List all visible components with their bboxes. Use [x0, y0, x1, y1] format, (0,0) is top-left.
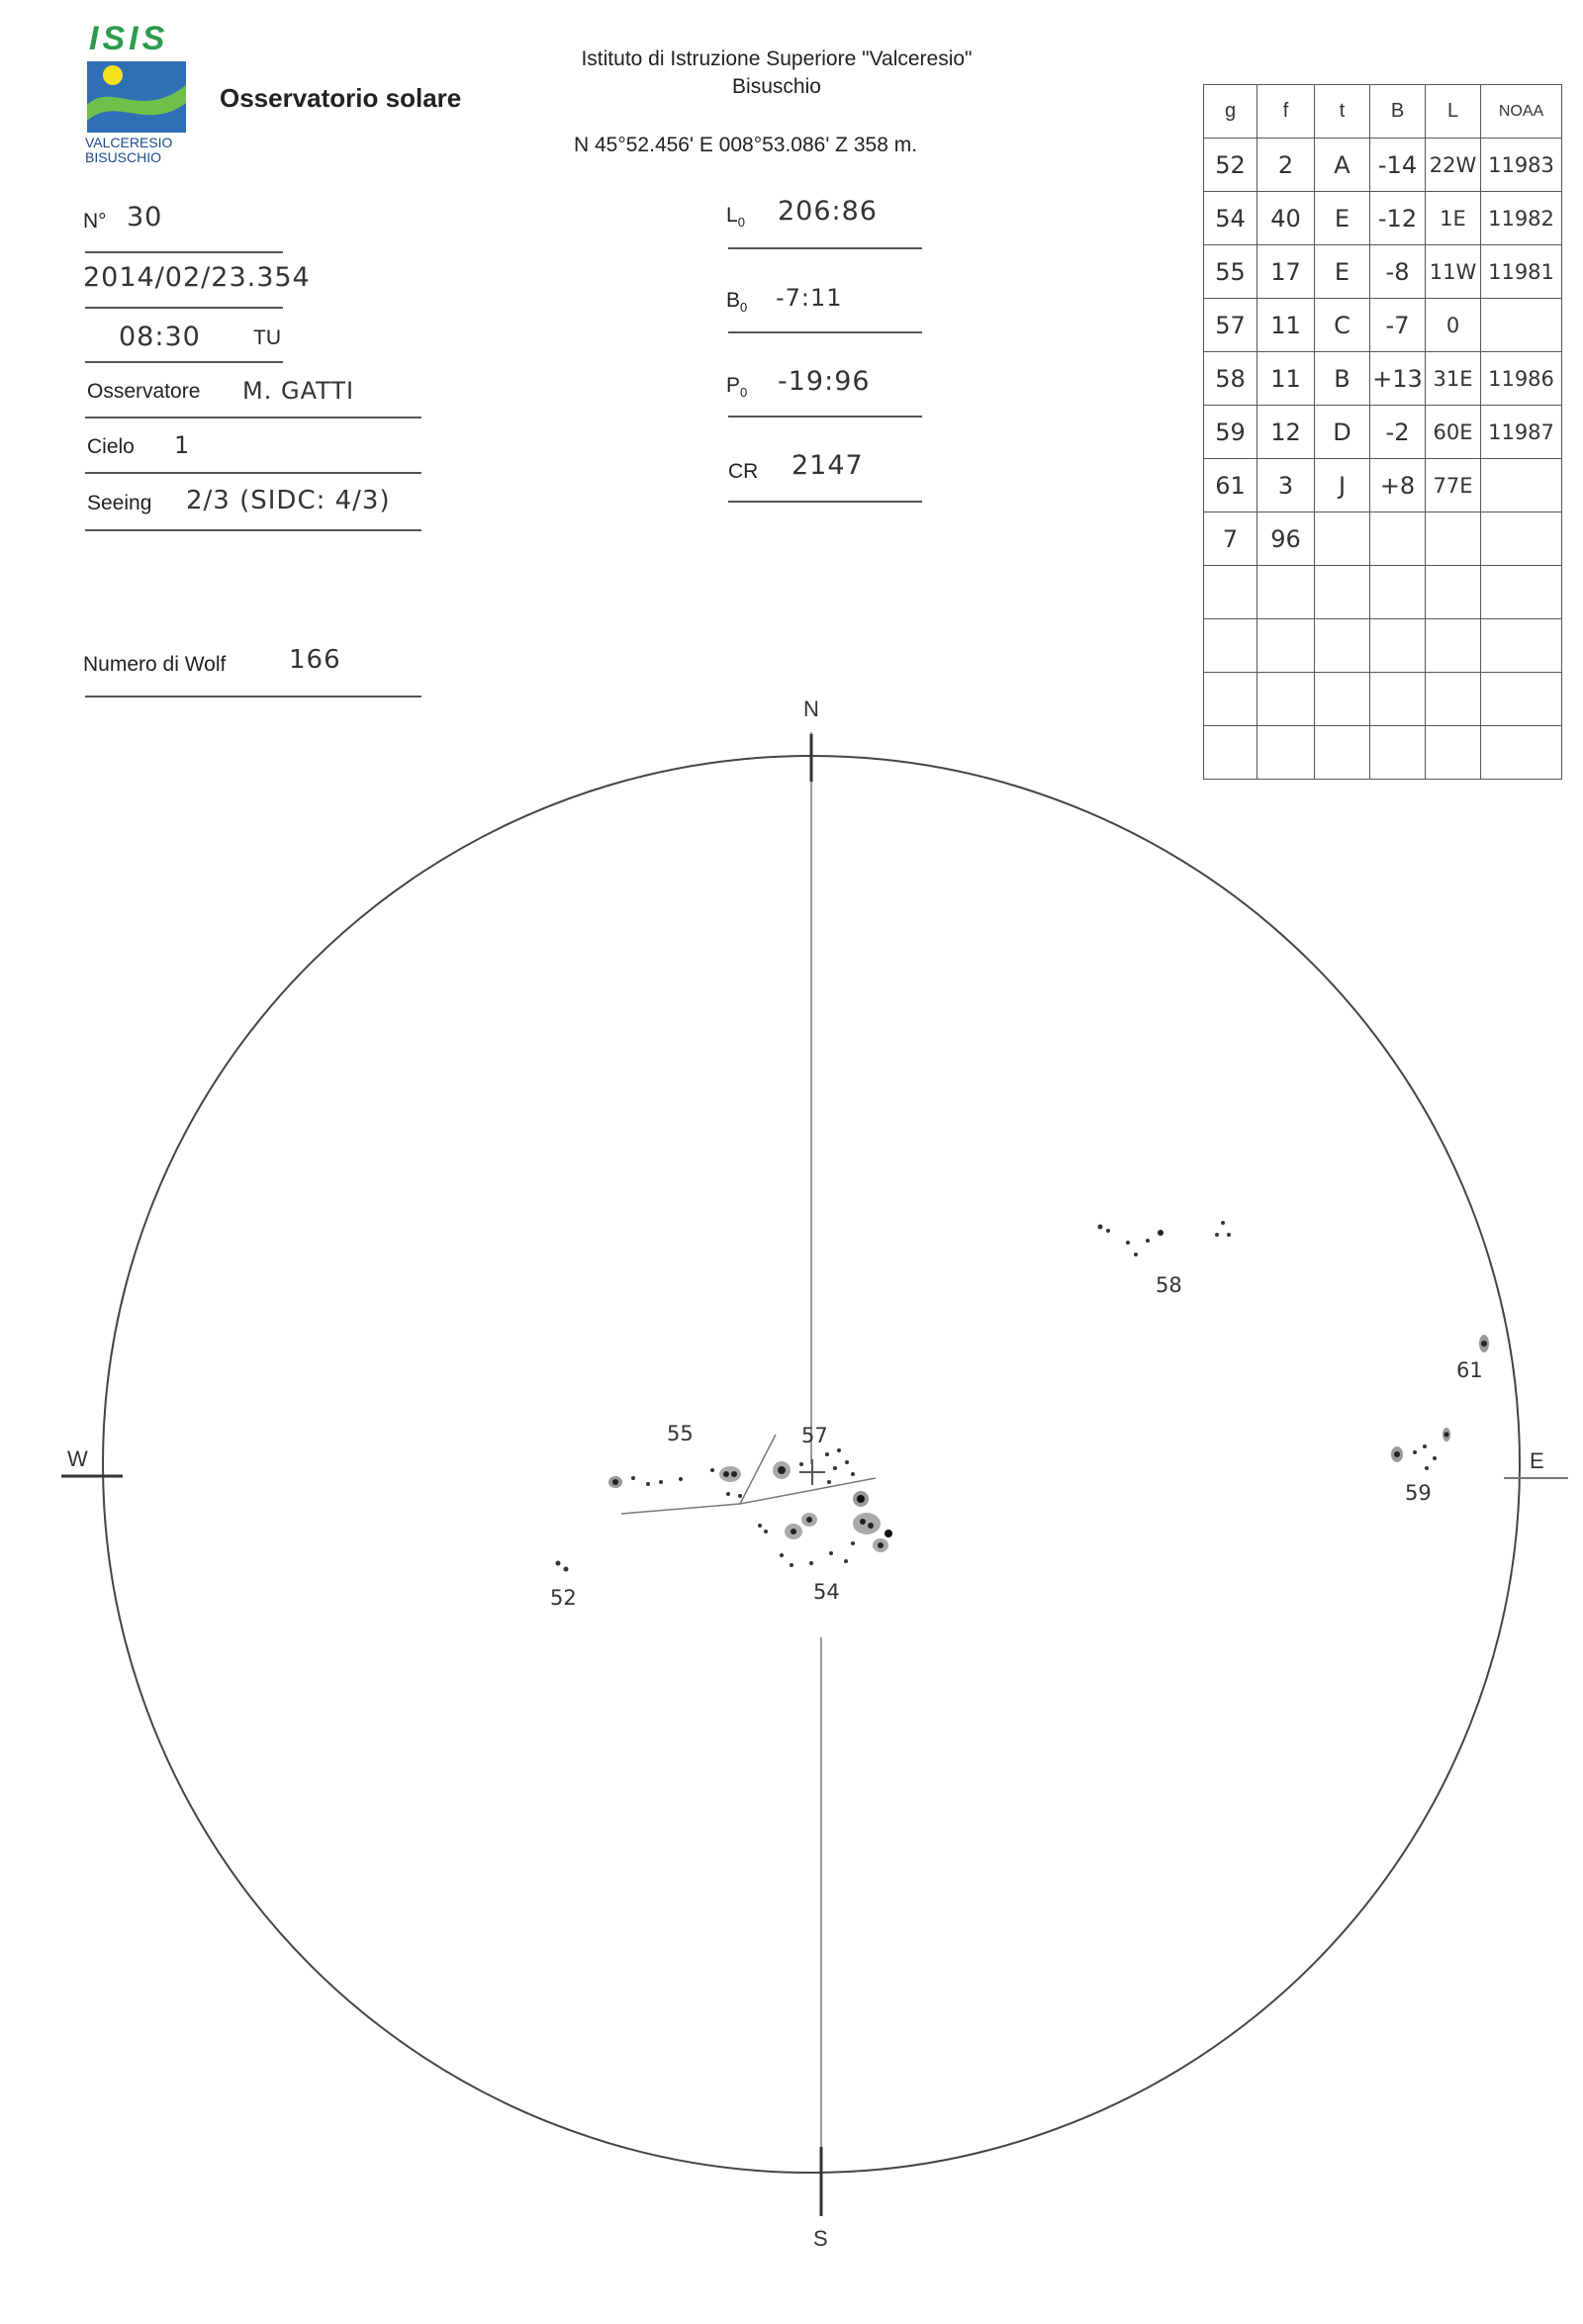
- table-cell-f: 11: [1257, 352, 1315, 406]
- logo-wordmark: ISIS: [89, 20, 169, 57]
- table-cell-g: 59: [1204, 406, 1257, 459]
- group-boundary-1: [621, 1504, 740, 1514]
- table-cell-g: 55: [1204, 245, 1257, 299]
- observatory-title: Osservatorio solare: [220, 83, 462, 113]
- sky-label: Cielo: [87, 435, 135, 458]
- table-cell-noaa: 11983: [1481, 139, 1562, 192]
- west-label: W: [67, 1446, 88, 1471]
- sunspot-group-52: [556, 1561, 569, 1572]
- table-cell-f: 17: [1257, 245, 1315, 299]
- table-cell-f: 2: [1257, 139, 1315, 192]
- table-cell-f: 96: [1257, 512, 1315, 566]
- p0-value: -19:96: [778, 366, 871, 397]
- seeing-value: 2/3 (SIDC: 4/3): [186, 486, 391, 515]
- table-cell-noaa: 11986: [1481, 352, 1562, 406]
- number-label: N°: [83, 210, 107, 232]
- observer-name: M. GATTI: [242, 377, 355, 405]
- table-cell-l: 22W: [1426, 139, 1481, 192]
- table-cell-b: -2: [1370, 406, 1426, 459]
- table-cell-g: 61: [1204, 459, 1257, 512]
- table-cell-t: D: [1315, 406, 1370, 459]
- table-cell-b: +13: [1370, 352, 1426, 406]
- b0-label: $B_0$: [726, 289, 748, 316]
- header-f: f: [1257, 85, 1315, 139]
- b0-value: -7:11: [776, 284, 843, 312]
- header-t: t: [1315, 85, 1370, 139]
- header-noaa: NOAA: [1481, 85, 1562, 139]
- logo-subtitle-2: BISUSCHIO: [85, 149, 162, 165]
- observation-date: 2014/02/23.354: [83, 262, 311, 293]
- observatory-coordinates: N 45°52.456' E 008°53.086' Z 358 m.: [574, 134, 918, 156]
- table-cell-g: 57: [1204, 299, 1257, 352]
- table-cell-g: 58: [1204, 352, 1257, 406]
- observation-number: 30: [127, 202, 163, 232]
- group-label-52: 52: [550, 1586, 577, 1610]
- observation-time: 08:30: [119, 322, 201, 352]
- group-label-55: 55: [667, 1422, 694, 1445]
- observer-label: Osservatore: [87, 380, 201, 403]
- group-label-57: 57: [801, 1424, 828, 1447]
- group-label-61: 61: [1456, 1358, 1483, 1382]
- wolf-number: 166: [289, 645, 341, 675]
- l0-label: $L_0$: [726, 204, 745, 231]
- header-b: B: [1370, 85, 1426, 139]
- table-cell-b: -12: [1370, 192, 1426, 245]
- table-cell-f: 12: [1257, 406, 1315, 459]
- logo-subtitle-1: VALCERESIO: [85, 135, 173, 150]
- sunspot-group-61: [1479, 1335, 1489, 1352]
- table-cell-t: C: [1315, 299, 1370, 352]
- sunspot-group-57: [773, 1448, 855, 1484]
- table-cell-b: +8: [1370, 459, 1426, 512]
- south-label: S: [813, 2226, 828, 2251]
- table-cell-l: 77E: [1426, 459, 1481, 512]
- sky-value: 1: [174, 431, 191, 459]
- wolf-label: Numero di Wolf: [83, 653, 227, 676]
- table-cell-l: 60E: [1426, 406, 1481, 459]
- table-cell-b: -8: [1370, 245, 1426, 299]
- table-cell-l: 1E: [1426, 192, 1481, 245]
- sunspot-group-54: [758, 1491, 892, 1567]
- time-zone: TU: [253, 326, 281, 349]
- sunspot-group-55: [608, 1466, 742, 1498]
- header-l: L: [1426, 85, 1481, 139]
- table-cell-noaa: 11982: [1481, 192, 1562, 245]
- table-cell-t: A: [1315, 139, 1370, 192]
- table-cell-t: E: [1315, 192, 1370, 245]
- group-boundary-2: [740, 1435, 776, 1504]
- table-cell-t: B: [1315, 352, 1370, 406]
- sunspot-group-59: [1391, 1428, 1450, 1470]
- table-cell-t: E: [1315, 245, 1370, 299]
- group-label-59: 59: [1405, 1481, 1432, 1505]
- table-cell-g: 7: [1204, 512, 1257, 566]
- table-cell-l: 0: [1426, 299, 1481, 352]
- carrington-rotation: 2147: [792, 450, 864, 481]
- table-cell-f: 40: [1257, 192, 1315, 245]
- p0-label: $P_0$: [726, 374, 748, 401]
- east-label: E: [1530, 1448, 1544, 1473]
- sunspot-group-58: [1098, 1221, 1232, 1256]
- table-cell-f: 11: [1257, 299, 1315, 352]
- table-cell-noaa: 11987: [1481, 406, 1562, 459]
- table-cell-l: 31E: [1426, 352, 1481, 406]
- table-cell-l: 11W: [1426, 245, 1481, 299]
- table-cell-t: J: [1315, 459, 1370, 512]
- table-cell-b: -7: [1370, 299, 1426, 352]
- l0-value: 206:86: [778, 196, 878, 227]
- institute-name: Istituto di Istruzione Superiore "Valceresio": [581, 47, 973, 70]
- table-cell-noaa: 11981: [1481, 245, 1562, 299]
- seeing-label: Seeing: [87, 492, 152, 514]
- group-label-54: 54: [813, 1580, 840, 1604]
- north-label: N: [803, 697, 819, 721]
- institute-town: Bisuschio: [732, 75, 821, 98]
- table-cell-b: -14: [1370, 139, 1426, 192]
- cr-label: CR: [728, 460, 759, 483]
- table-cell-f: 3: [1257, 459, 1315, 512]
- header-g: g: [1204, 85, 1257, 139]
- table-cell-g: 54: [1204, 192, 1257, 245]
- group-label-58: 58: [1156, 1273, 1182, 1297]
- table-cell-g: 52: [1204, 139, 1257, 192]
